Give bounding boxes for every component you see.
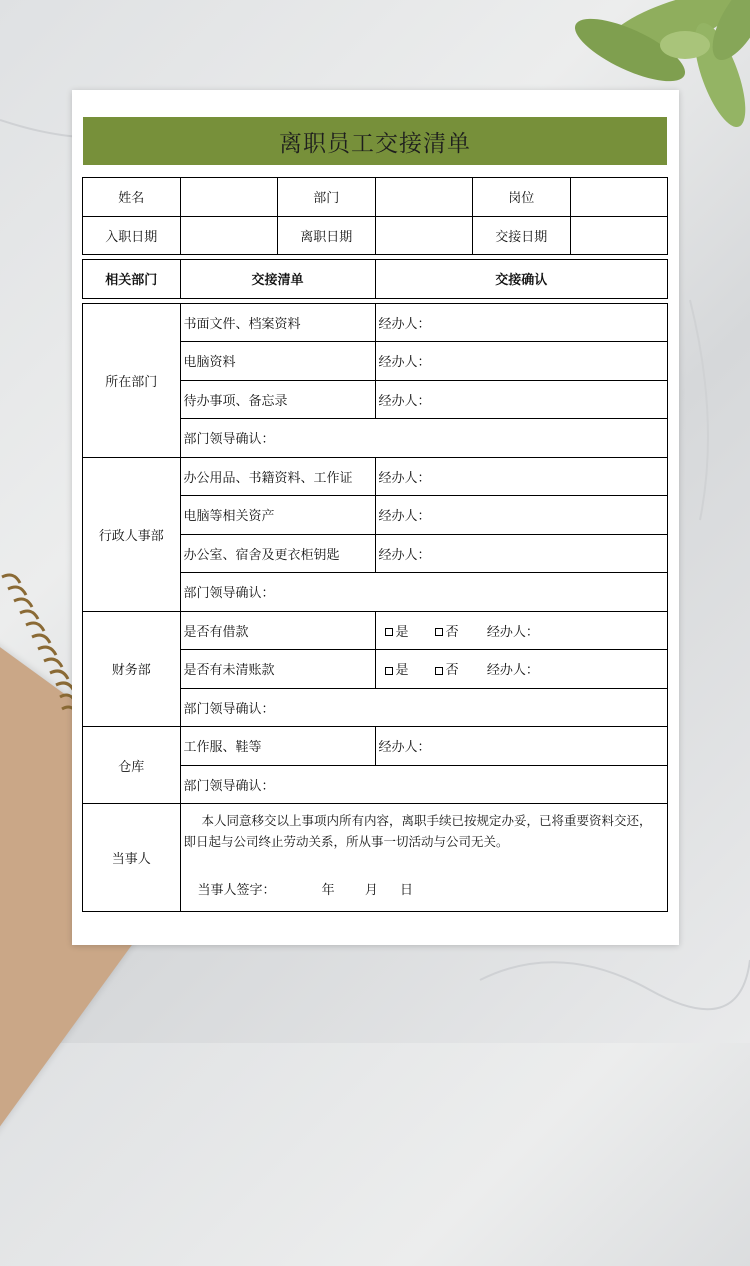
warehouse-item-1: 工作服、鞋等 <box>180 727 375 766</box>
admin-item-2: 电脑等相关资产 <box>180 496 375 535</box>
yes-checkbox[interactable] <box>385 667 393 675</box>
section-finance-dept: 财务部 <box>83 611 181 727</box>
admin-handler-3[interactable]: 经办人： <box>375 534 668 573</box>
dept-label: 部门 <box>278 178 376 217</box>
own-leader-confirm[interactable]: 部门领导确认： <box>180 419 668 458</box>
finance-item-2: 是否有未清账款 <box>180 650 375 689</box>
form-paper <box>72 90 679 945</box>
month-label: 月 <box>364 883 378 898</box>
header-confirm: 交接确认 <box>375 260 668 299</box>
name-field[interactable] <box>180 178 278 217</box>
no-checkbox[interactable] <box>435 628 443 636</box>
hire-date-label: 入职日期 <box>83 216 181 255</box>
no-label: 否 <box>445 663 459 679</box>
handover-date-label: 交接日期 <box>473 216 571 255</box>
position-label: 岗位 <box>473 178 571 217</box>
yes-label: 是 <box>395 624 409 640</box>
party-statement: 本人同意移交以上事项内所有内容，离职手续已按规定办妥，已将重要资料交还，即日起与公司终止劳动关系，所从事一切活动与公司无关。 <box>183 813 652 849</box>
notebook-rings <box>0 565 80 745</box>
warehouse-handler-1[interactable]: 经办人： <box>375 727 668 766</box>
admin-item-1: 办公用品、书籍资料、工作证 <box>180 457 375 496</box>
no-label: 否 <box>445 624 459 640</box>
leave-date-label: 离职日期 <box>278 216 376 255</box>
dept-field[interactable] <box>375 178 473 217</box>
form-title: 离职员工交接清单 <box>83 117 667 165</box>
section-warehouse: 仓库 <box>83 727 181 804</box>
yes-label: 是 <box>395 663 409 679</box>
admin-item-3: 办公室、宿舍及更衣柜钥匙 <box>180 534 375 573</box>
no-checkbox[interactable] <box>435 667 443 675</box>
own-handler-3[interactable]: 经办人： <box>375 380 668 419</box>
own-handler-1[interactable]: 经办人： <box>375 303 668 342</box>
finance-leader-confirm[interactable]: 部门领导确认： <box>180 688 668 727</box>
admin-handler-1[interactable]: 经办人： <box>375 457 668 496</box>
warehouse-leader-confirm[interactable]: 部门领导确认： <box>180 765 668 804</box>
signature-line[interactable] <box>184 880 664 901</box>
header-dept: 相关部门 <box>83 260 181 299</box>
admin-handler-2[interactable]: 经办人： <box>375 496 668 535</box>
hire-date-field[interactable] <box>180 216 278 255</box>
finance-handler-2[interactable]: 经办人： <box>486 663 539 679</box>
day-label: 日 <box>399 883 413 898</box>
section-admin-dept: 行政人事部 <box>83 457 181 611</box>
position-field[interactable] <box>570 178 668 217</box>
own-handler-2[interactable]: 经办人： <box>375 342 668 381</box>
sign-label: 当事人签字： <box>197 883 276 898</box>
handover-table <box>82 177 668 912</box>
own-item-1: 书面文件、档案资料 <box>180 303 375 342</box>
party-statement-cell <box>180 804 668 912</box>
finance-confirm-2 <box>375 650 668 689</box>
finance-item-1: 是否有借款 <box>180 611 375 650</box>
year-label: 年 <box>321 883 335 898</box>
name-label: 姓名 <box>83 178 181 217</box>
own-item-3: 待办事项、备忘录 <box>180 380 375 419</box>
finance-confirm-1 <box>375 611 668 650</box>
section-own-dept: 所在部门 <box>83 303 181 457</box>
admin-leader-confirm[interactable]: 部门领导确认： <box>180 573 668 612</box>
header-list: 交接清单 <box>180 260 375 299</box>
handover-date-field[interactable] <box>570 216 668 255</box>
own-item-2: 电脑资料 <box>180 342 375 381</box>
yes-checkbox[interactable] <box>385 628 393 636</box>
section-party: 当事人 <box>83 804 181 912</box>
finance-handler-1[interactable]: 经办人： <box>486 624 539 640</box>
leave-date-field[interactable] <box>375 216 473 255</box>
